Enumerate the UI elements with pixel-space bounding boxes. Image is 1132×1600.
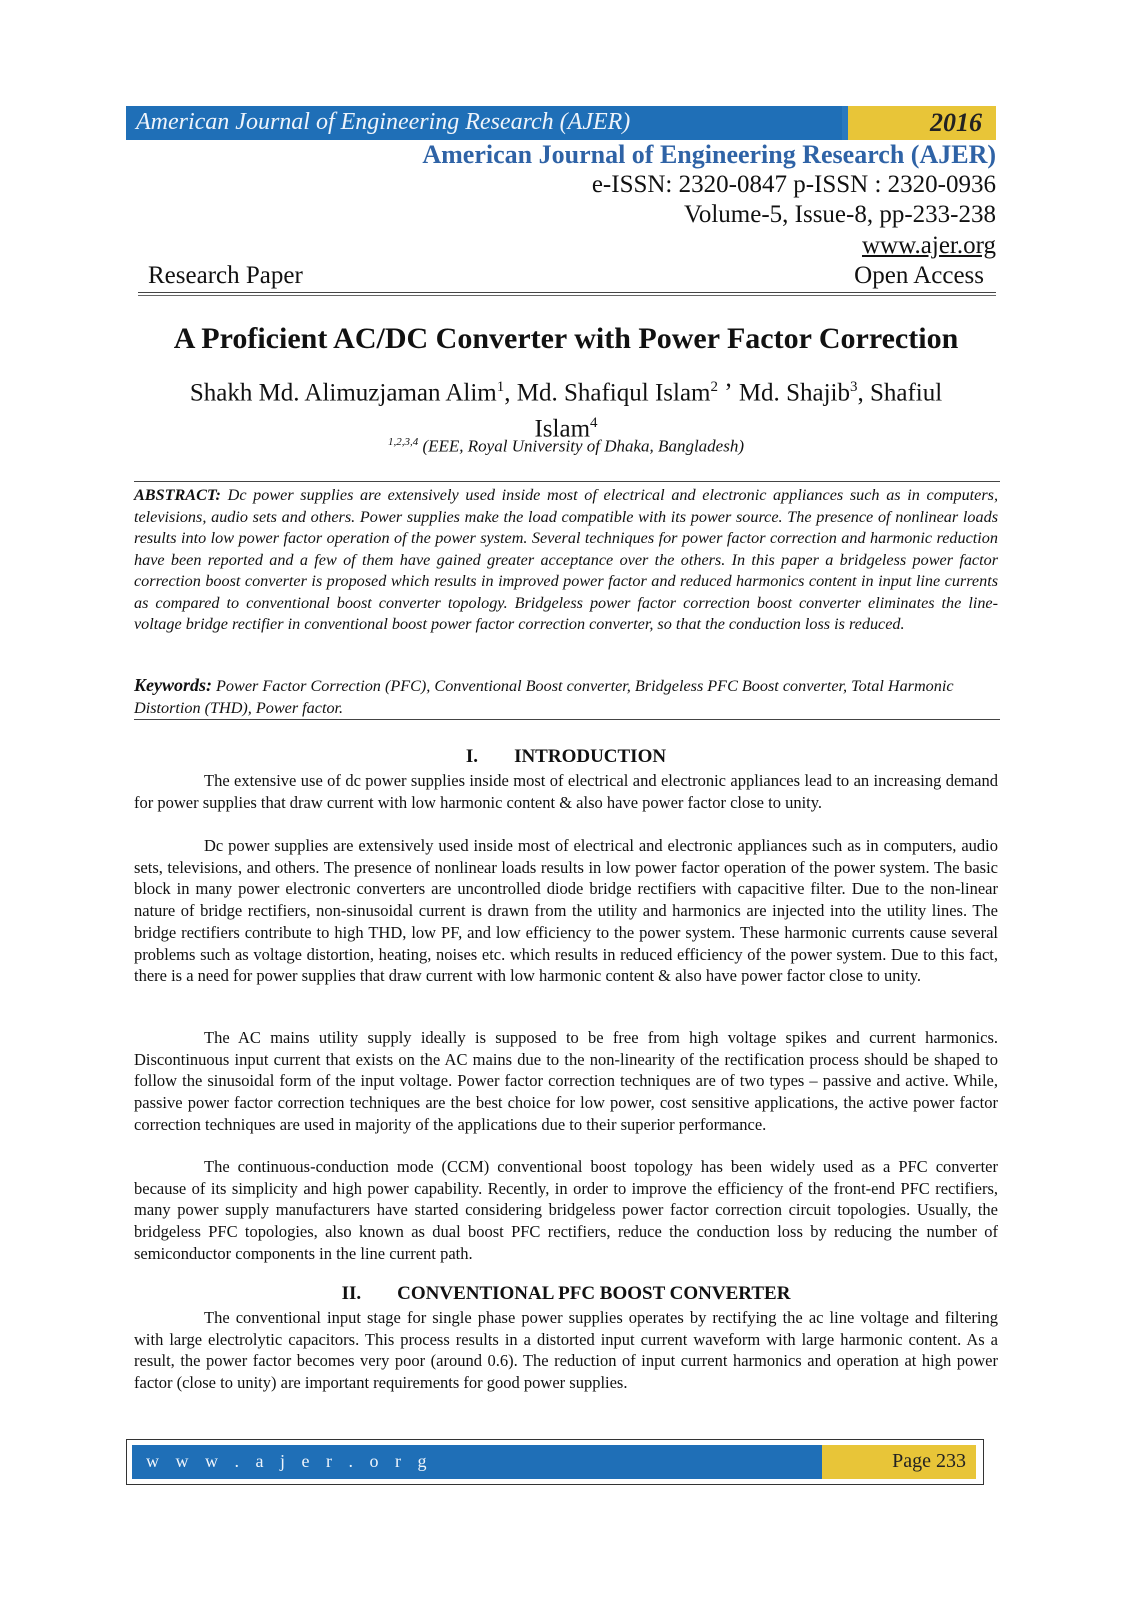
author-sup: 4	[590, 415, 598, 432]
section-title: CONVENTIONAL PFC BOOST CONVERTER	[397, 1283, 791, 1304]
author-list	[150, 372, 982, 445]
author-name: Islam	[534, 415, 591, 443]
section-title: INTRODUCTION	[514, 746, 667, 767]
author-sup: 3	[849, 379, 858, 395]
header-rule-secondary	[138, 295, 996, 296]
abstract	[134, 485, 998, 636]
section-number: II.	[341, 1283, 362, 1304]
footer-website[interactable]: w w w . a j e r . o r g	[146, 1451, 433, 1471]
keywords-text: Power Factor Correction (PFC), Conventional Boost converter, Bridgeless PFC Boost converter, Total Harmonic Distortion (THD), Power factor.	[134, 677, 954, 717]
paper-title: A Proficient AC/DC Converter with Power Factor Correction	[173, 322, 959, 355]
footer-page-number: Page 233	[892, 1450, 966, 1472]
author-name: Shajib	[786, 379, 850, 407]
keywords-label: Keywords:	[134, 675, 212, 695]
volume-line: Volume-5, Issue-8, pp-233-238	[684, 201, 996, 228]
paper-type-label: Research Paper	[148, 262, 303, 289]
affiliation-text: (EEE, Royal University of Dhaka, Bangladesh)	[418, 436, 744, 456]
issn-line: e-ISSN: 2320-0847 p-ISSN : 2320-0936	[591, 171, 996, 198]
author-name: Md. Shafiqul Islam	[516, 379, 711, 407]
abstract-bottom-rule	[134, 719, 1000, 720]
abstract-top-rule	[134, 481, 1000, 482]
author-sep: ,	[504, 379, 517, 407]
section-number: I.	[465, 746, 479, 767]
abstract-label: ABSTRACT:	[134, 486, 221, 504]
header-journal-name: American Journal of Engineering Research (AJER)	[136, 109, 631, 135]
body-paragraph: The conventional input stage for single phase power supplies operates by rectifying the ac line voltage and filtering with large electrolytic capacitors. This process results in a distorted input current waveform with large harmonic content. As a result, the power factor becomes very poor (around 0.6). The reduction of input current harmonics and operation at high power factor (close to unity) are important requirements for good power supplies.	[134, 1308, 998, 1393]
header-year: 2016	[930, 108, 982, 137]
journal-website-link[interactable]: www.ajer.org	[862, 232, 996, 259]
section-heading-introduction	[0, 746, 1132, 768]
abstract-text: Dc power supplies are extensively used inside most of electrical and electronic appliances such as in computers, televisions, audio sets and others. Power supplies make the load compatible with its power source. The presence of nonlinear loads results into low power factor operation of the power system. Several techniques for power factor correction and harmonic reduction have been reported and a few of them have gained greater acceptance over the others. In this paper a bridgeless power factor correction boost converter is proposed which results in improved power factor and reduced harmonics content in input line currents as compared to conventional boost converter topology. Bridgeless power factor correction boost converter eliminates the line-voltage bridge rectifier in conventional boost power factor correction converter, so that the conduction loss is reduced.	[134, 486, 998, 633]
section-heading-conventional-pfc	[0, 1283, 1132, 1305]
author-sup: 1	[496, 379, 505, 395]
affiliation	[0, 436, 1132, 457]
keywords	[134, 675, 998, 719]
author-name: Shakh Md. Alimuzjaman Alim	[189, 379, 497, 407]
body-paragraph: The continuous-conduction mode (CCM) conventional boost topology has been widely used as a PFC converter because of its simplicity and high power capability. Recently, in order to improve the efficiency of the front-end PFC rectifiers, many power supply manufacturers have started considering bridgeless power factor correction circuit topologies. Usually, the bridgeless PFC topologies, also known as dual boost PFC rectifiers, reduce the conduction loss by reducing the number of semiconductor components in the line current path.	[134, 1157, 998, 1263]
author-sup: 2	[710, 379, 718, 395]
open-access-label: Open Access	[854, 262, 984, 289]
body-paragraph: The AC mains utility supply ideally is supposed to be free from high voltage spikes and current harmonics. Discontinuous input current that exists on the AC mains due to the non-linearity of the rectification process should be shaped to follow the sinusoidal form of the input voltage. Power factor correction techniques are of two types – passive and active. While, passive power factor correction techniques are the best choice for low power, cost sensitive applications, the active power factor correction techniques are used in majority of the applications due to their superior performance.	[134, 1028, 998, 1134]
affiliation-sup: 1,2,3,4	[387, 436, 419, 448]
author-sep: ʼ Md.	[718, 379, 787, 407]
header-rule	[138, 292, 996, 293]
body-paragraph: The extensive use of dc power supplies inside most of electrical and electronic appliances lead to an increasing demand for power supplies that draw current with low harmonic content & also have power factor close to unity.	[134, 771, 998, 812]
journal-title: American Journal of Engineering Research (AJER)	[422, 140, 996, 169]
header-bar	[126, 106, 996, 140]
author-sep: , Shafiul	[857, 379, 943, 407]
body-paragraph: Dc power supplies are extensively used inside most of electrical and electronic appliances such as in computers, audio sets, televisions, and others. The presence of nonlinear loads results in low power factor operation of the power system. The basic block in many power electronic converters are uncontrolled diode bridge rectifiers with capacitive filter. Due to the non-linear nature of bridge rectifiers, non-sinusoidal current is drawn from the utility and harmonics are injected into the utility lines. The bridge rectifiers contribute to high THD, low PF, and low efficiency to the power system. These harmonic currents cause several problems such as voltage distortion, heating, noises etc. which results in reduced efficiency of the power system. Due to this fact, there is a need for power supplies that draw current with low harmonic content & also have power factor close to unity.	[134, 836, 998, 986]
